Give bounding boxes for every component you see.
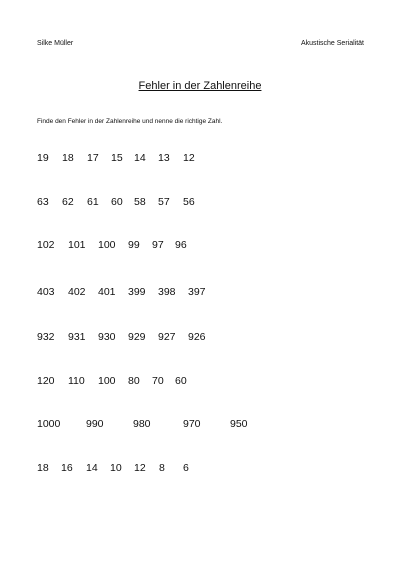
number-item: 397 (188, 286, 206, 298)
number-item: 14 (134, 152, 146, 164)
number-item: 17 (87, 152, 99, 164)
number-item: 980 (133, 418, 151, 430)
number-item: 110 (68, 375, 85, 387)
number-item: 403 (37, 286, 55, 298)
number-item: 401 (98, 286, 116, 298)
worksheet-topic: Akustische Serialität (300, 40, 364, 47)
number-item: 58 (134, 196, 146, 208)
author-name: Silke Müller (37, 40, 74, 47)
number-item: 19 (37, 152, 49, 164)
number-item: 950 (230, 418, 248, 430)
number-item: 61 (87, 196, 99, 208)
number-item: 97 (152, 239, 164, 251)
number-item: 120 (37, 375, 55, 387)
number-item: 16 (61, 462, 73, 474)
number-item: 931 (68, 331, 86, 343)
number-item: 14 (86, 462, 98, 474)
number-item: 6 (183, 462, 189, 474)
number-item: 398 (158, 286, 176, 298)
number-item: 80 (128, 375, 140, 387)
number-item: 12 (134, 462, 146, 474)
number-item: 56 (183, 196, 195, 208)
number-item: 70 (152, 375, 164, 387)
number-item: 990 (86, 418, 104, 430)
number-item: 970 (183, 418, 201, 430)
number-item: 60 (111, 196, 123, 208)
number-item: 932 (37, 331, 55, 343)
number-item: 100 (98, 375, 116, 387)
number-item: 15 (111, 152, 123, 164)
number-item: 100 (98, 239, 116, 251)
number-item: 929 (128, 331, 146, 343)
number-item: 101 (68, 239, 86, 251)
number-item: 62 (62, 196, 74, 208)
number-item: 399 (128, 286, 146, 298)
number-item: 96 (175, 239, 187, 251)
number-item: 927 (158, 331, 176, 343)
number-item: 18 (62, 152, 74, 164)
number-item: 99 (128, 239, 140, 251)
number-item: 63 (37, 196, 49, 208)
number-item: 10 (110, 462, 122, 474)
number-item: 102 (37, 239, 55, 251)
number-item: 926 (188, 331, 206, 343)
instruction-text: Finde den Fehler in der Zahlenreihe und nenne die richtige Zahl. (37, 118, 223, 125)
number-item: 13 (158, 152, 170, 164)
number-item: 8 (159, 462, 165, 474)
number-item: 12 (183, 152, 195, 164)
page-title: Fehler in der Zahlenreihe (138, 80, 262, 92)
number-item: 18 (37, 462, 49, 474)
number-item: 1000 (37, 418, 61, 430)
number-item: 930 (98, 331, 116, 343)
number-item: 57 (158, 196, 170, 208)
number-item: 60 (175, 375, 187, 387)
number-item: 402 (68, 286, 86, 298)
